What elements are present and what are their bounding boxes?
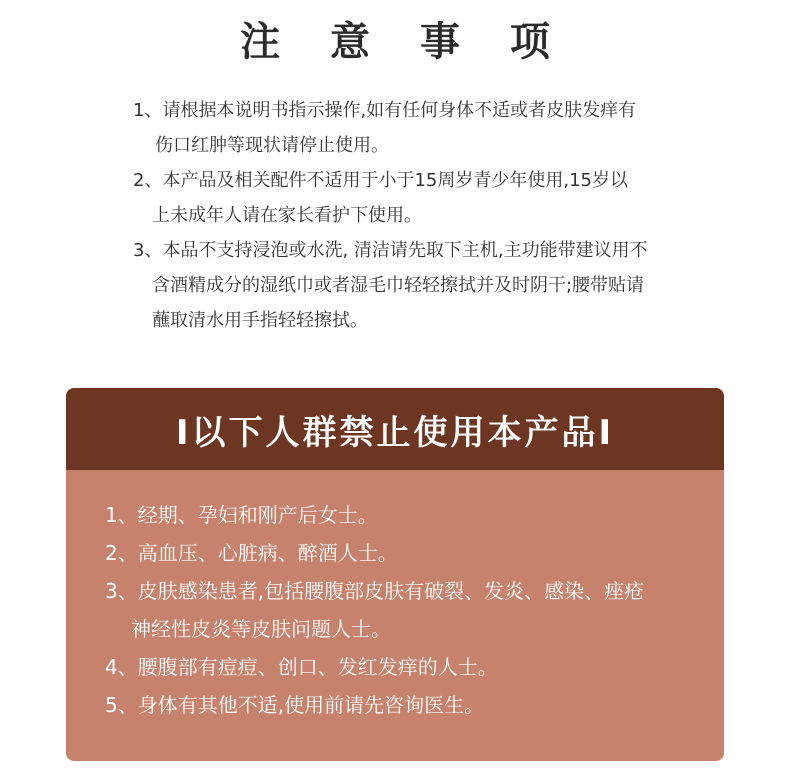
note-2-line-2: 上未成年人请在家长看护下使用。 — [152, 205, 422, 226]
prohibited-list — [105, 496, 705, 724]
prohibited-item-3 — [105, 572, 705, 648]
note-item-2 — [133, 163, 733, 233]
prohibited-3-line-2: 神经性皮炎等皮肤问题人士。 — [131, 617, 391, 641]
note-3-line-1: 3、本品不支持浸泡或水洗, 清洁请先取下主机,主功能带建议用不 — [133, 240, 648, 261]
notes-list — [133, 93, 733, 338]
prohibited-item-1 — [105, 496, 705, 534]
prohibited-2-line-1: 2、高血压、心脏病、醉酒人士。 — [105, 541, 398, 565]
prohibited-users-panel — [66, 388, 724, 761]
note-1-line-2: 伤口红肿等现状请停止使用。 — [155, 135, 389, 156]
note-1-line-1: 1、请根据本说明书指示操作,如有任何身体不适或者皮肤发痒有 — [133, 100, 637, 121]
prohibited-4-line-1: 4、腰腹部有痘痘、创口、发红发痒的人士。 — [105, 655, 498, 679]
note-2-line-1: 2、本产品及相关配件不适用于小于15周岁青少年使用,15岁以 — [133, 170, 628, 191]
note-item-1 — [133, 93, 733, 163]
panel-title: I以下人群禁止使用本产品I — [175, 412, 615, 453]
prohibited-1-line-1: 1、经期、孕妇和刚产后女士。 — [105, 503, 378, 527]
prohibited-3-line-1: 3、皮肤感染患者,包括腰腹部皮肤有破裂、发炎、感染、痤疮 — [105, 579, 645, 603]
page-title: 注 意 事 项 — [240, 19, 568, 65]
note-item-3 — [133, 233, 733, 338]
panel-header — [66, 388, 724, 470]
note-3-line-3: 蘸取清水用手指轻轻擦拭。 — [152, 310, 368, 331]
prohibited-item-4 — [105, 648, 705, 686]
prohibited-item-5 — [105, 686, 705, 724]
prohibited-item-2 — [105, 534, 705, 572]
note-3-line-2: 含酒精成分的湿纸巾或者湿毛巾轻轻擦拭并及时阴干;腰带贴请 — [152, 275, 645, 296]
prohibited-5-line-1: 5、身体有其他不适,使用前请先咨询医生。 — [105, 693, 485, 717]
